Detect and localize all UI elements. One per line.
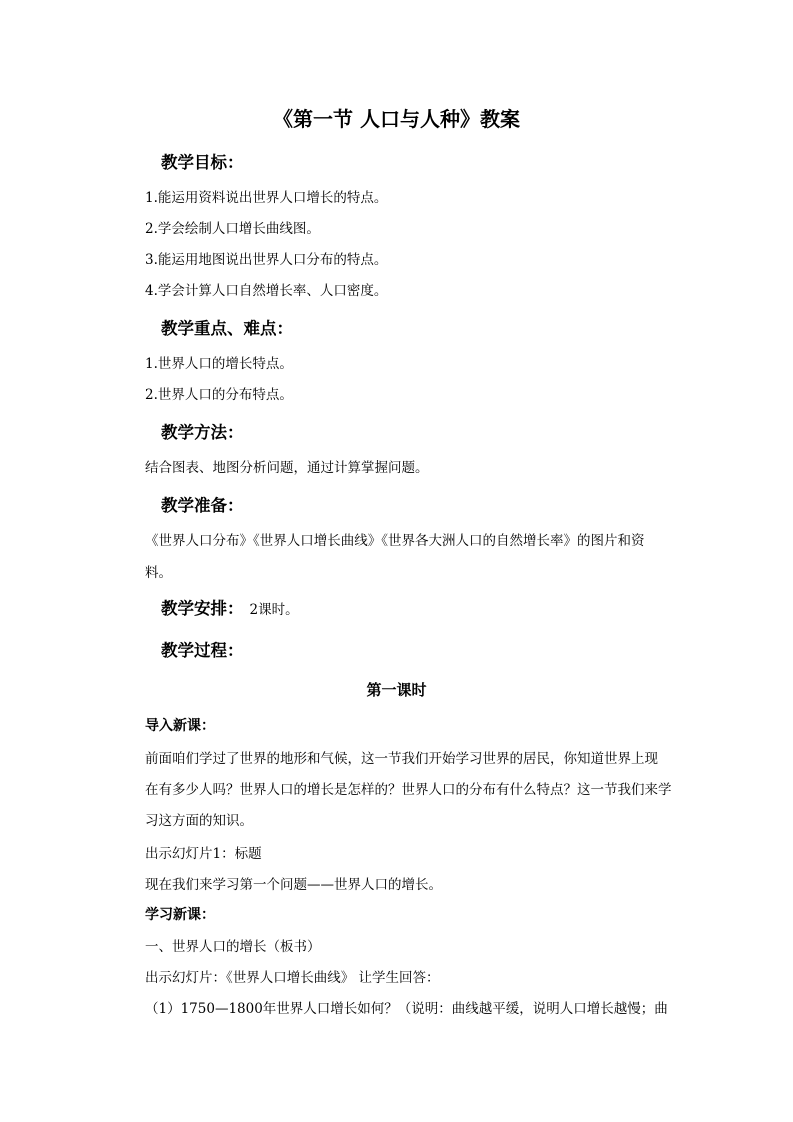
slide-curve-text: 出示幻灯片：《世界人口增长曲线》 让学生回答： xyxy=(145,970,440,986)
methods-text: 结合图表、地图分析问题，通过计算掌握问题。 xyxy=(145,460,429,476)
arrangement-line xyxy=(161,595,299,619)
arrangement-text: 2课时。 xyxy=(249,602,299,618)
process-heading: 教学过程： xyxy=(161,641,244,660)
preparation-text-line: 料。 xyxy=(145,565,172,581)
new-lesson-heading: 学习新课： xyxy=(145,907,215,923)
preparation-text-line: 《世界人口分布》《世界人口增长曲线》《世界各大洲人口的自然增长率》的图片和资 xyxy=(145,533,645,549)
slide1-text: 出示幻灯片1：标题 xyxy=(145,846,262,862)
key-point-item: 1.世界人口的增长特点。 xyxy=(145,356,293,372)
preparation-heading: 教学准备： xyxy=(161,496,244,515)
objective-item: 2.学会绘制人口增长曲线图。 xyxy=(145,221,320,237)
transition-text: 现在我们来学习第一个问题——世界人口的增长。 xyxy=(145,877,442,893)
key-point-item: 2.世界人口的分布特点。 xyxy=(145,387,293,403)
arrangement-heading: 教学安排： xyxy=(161,599,244,618)
section1-text: 一、世界人口的增长（板书） xyxy=(145,939,321,955)
objective-item: 1.能运用资料说出世界人口增长的特点。 xyxy=(145,190,388,206)
intro-text-line: 前面咱们学过了世界的地形和气候，这一节我们开始学习世界的居民，你知道世界上现 xyxy=(145,751,658,767)
key-points-heading: 教学重点、难点： xyxy=(161,319,293,338)
objective-item: 4.学会计算人口自然增长率、人口密度。 xyxy=(145,283,388,299)
lesson1-heading: 第一课时 xyxy=(366,681,427,699)
methods-heading: 教学方法： xyxy=(161,423,244,442)
intro-text-line: 在有多少人吗？世界人口的增长是怎样的？世界人口的分布有什么特点？这一节我们来学 xyxy=(145,782,672,798)
document-title: 《第一节 人口与人种》教案 xyxy=(273,107,520,131)
objectives-heading: 教学目标： xyxy=(161,153,244,172)
intro-heading: 导入新课： xyxy=(145,718,215,734)
question1-text: （1）1750—1800年世界人口增长如何？（说明：曲线越平缓，说明人口增长越慢；曲 xyxy=(145,1001,668,1017)
objective-item: 3.能运用地图说出世界人口分布的特点。 xyxy=(145,252,388,268)
intro-text-line: 习这方面的知识。 xyxy=(145,813,253,829)
